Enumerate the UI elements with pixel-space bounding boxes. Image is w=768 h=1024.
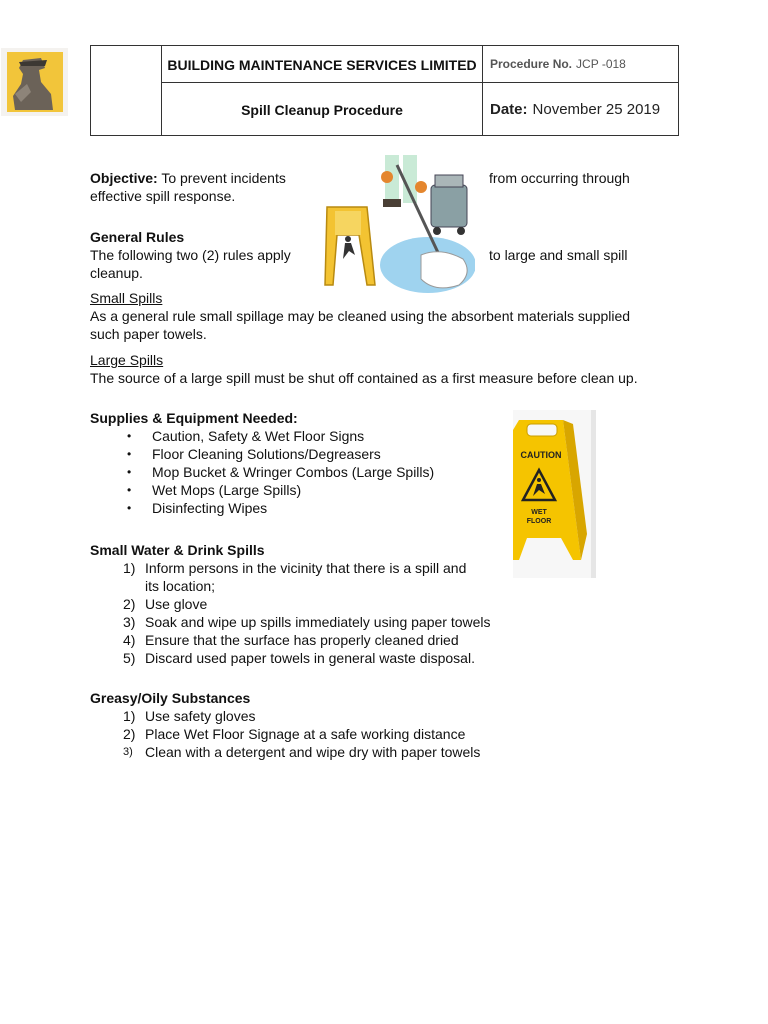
procedure-label: Procedure No. <box>490 57 573 71</box>
procedure-number <box>490 46 626 82</box>
general-rules-text-a: The following two (2) rules apply <box>90 247 291 263</box>
general-rules-text-c: cleanup. <box>90 265 143 281</box>
large-spills-line-1: The source of a large spill must be shut off contained as a first measure before clean up. <box>90 370 638 386</box>
greasy-heading: Greasy/Oily Substances <box>90 690 251 706</box>
caution-text: CAUTION <box>520 450 562 460</box>
supplies-list <box>90 427 434 517</box>
objective-text-c: effective spill response. <box>90 188 236 204</box>
date-label: Date: <box>490 101 528 118</box>
header-table <box>90 45 679 136</box>
company-logo <box>1 48 68 116</box>
list-item: • Caution, Safety & Wet Floor Signs <box>90 427 434 445</box>
list-item: 4) Ensure that the surface has properly cleaned dried <box>123 632 459 648</box>
objective-text-b: from occurring through <box>489 170 630 186</box>
list-item: 1) Inform persons in the vicinity that there is a spill and its location; <box>123 560 467 594</box>
objective-text-a: To prevent incidents <box>161 170 286 186</box>
document-date <box>490 83 660 136</box>
small-spills-line-1: As a general rule small spillage may be cleaned using the absorbent materials supplied <box>90 308 631 324</box>
large-spills-heading: Large Spills <box>90 352 164 368</box>
list-item: 3) Clean with a detergent and wipe dry with paper towels <box>123 744 481 760</box>
general-rules-text-b: to large and small spill <box>489 247 628 263</box>
list-item: 1) Use safety gloves <box>123 708 256 724</box>
greasy-steps <box>90 707 480 761</box>
list-item: 3) Soak and wipe up spills immediately using paper towels <box>123 614 491 630</box>
document-title: Spill Cleanup Procedure <box>241 101 403 118</box>
list-item: • Floor Cleaning Solutions/Degreasers <box>90 445 434 463</box>
list-item: • Disinfecting Wipes <box>90 499 434 517</box>
wet-text: WET <box>531 509 547 516</box>
company-name: BUILDING MAINTENANCE SERVICES LIMITED <box>167 56 477 73</box>
list-item: • Wet Mops (Large Spills) <box>90 481 434 499</box>
date-value: November 25 2019 <box>532 101 661 118</box>
list-item: 2) Place Wet Floor Signage at a safe working distance <box>123 726 466 742</box>
wet-floor-sign-photo <box>513 410 596 578</box>
small-spills-line-2: such paper towels. <box>90 326 207 342</box>
list-item: • Mop Bucket & Wringer Combos (Large Spills) <box>90 463 434 481</box>
mop-illustration <box>323 155 475 295</box>
objective-label: Objective: <box>90 170 158 186</box>
objective-line-1 <box>90 169 286 187</box>
supplies-heading: Supplies & Equipment Needed: <box>90 410 298 426</box>
list-item: 2) Use glove <box>123 596 208 612</box>
list-item: 5) Discard used paper towels in general waste disposal. <box>123 650 475 666</box>
floor-text: FLOOR <box>526 518 552 525</box>
general-rules-heading: General Rules <box>90 229 185 245</box>
procedure-value: JCP -018 <box>576 57 626 71</box>
water-spills-steps <box>90 559 491 667</box>
small-spills-heading: Small Spills <box>90 290 163 306</box>
water-spills-heading: Small Water & Drink Spills <box>90 542 265 558</box>
